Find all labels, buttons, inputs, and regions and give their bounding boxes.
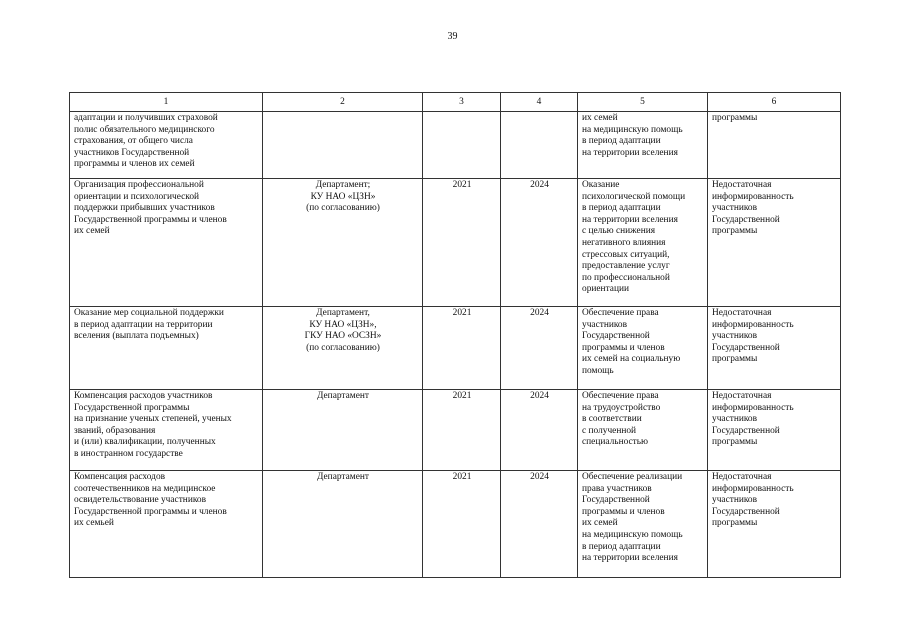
executor-cell: Департамент, КУ НАО «ЦЗН», ГКУ НАО «ОСЗН» (по согласованию) (263, 307, 423, 390)
measure-cell: Компенсация расходов соотечественников на медицинское освидетельствование участников Государственной программы и членов их семьей (70, 471, 263, 578)
result-cell: их семей на медицинскую помощь в период адаптации на территории вселения (578, 112, 708, 179)
risk-cell: Недостаточная информированность участников Государственной программы (708, 471, 841, 578)
program-measures-table (69, 92, 841, 578)
risk-cell: программы (708, 112, 841, 179)
column-header: 3 (423, 93, 501, 112)
table-row (70, 390, 841, 471)
end-year-cell: 2024 (501, 307, 578, 390)
column-header: 1 (70, 93, 263, 112)
executor-cell: Департамент; КУ НАО «ЦЗН» (по согласованию) (263, 179, 423, 307)
start-year-cell: 2021 (423, 390, 501, 471)
end-year-cell: 2024 (501, 390, 578, 471)
executor-cell: Департамент (263, 471, 423, 578)
page-number: 39 (447, 31, 458, 42)
end-year-cell: 2024 (501, 471, 578, 578)
end-year-cell: 2024 (501, 179, 578, 307)
column-header: 6 (708, 93, 841, 112)
result-cell: Обеспечение реализации права участников Государственной программы и членов их семей на медицинскую помощь в период адаптации на территории вселения (578, 471, 708, 578)
measure-cell: Организация профессиональной ориентации и психологической поддержки прибывших участников Государственной программы и членов их семей (70, 179, 263, 307)
column-header: 4 (501, 93, 578, 112)
measure-cell: Оказание мер социальной поддержки в период адаптации на территории вселения (выплата подъемных) (70, 307, 263, 390)
risk-cell: Недостаточная информированность участников Государственной программы (708, 390, 841, 471)
risk-cell: Недостаточная информированность участников Государственной программы (708, 307, 841, 390)
result-cell: Обеспечение права на трудоустройство в соответствии с полученной специальностью (578, 390, 708, 471)
start-year-cell: 2021 (423, 471, 501, 578)
table-header-row (70, 93, 841, 112)
executor-cell: Департамент (263, 390, 423, 471)
measure-cell: адаптации и получивших страховой полис обязательного медицинского страхования, от общего числа участников Государственной программы и членов их семей (70, 112, 263, 179)
risk-cell: Недостаточная информированность участников Государственной программы (708, 179, 841, 307)
table-row (70, 112, 841, 179)
start-year-cell: 2021 (423, 307, 501, 390)
table-row (70, 471, 841, 578)
column-header: 2 (263, 93, 423, 112)
end-year-cell (501, 112, 578, 179)
result-cell: Обеспечение права участников Государственной программы и членов их семей на социальную помощь (578, 307, 708, 390)
table-row (70, 307, 841, 390)
start-year-cell (423, 112, 501, 179)
measure-cell: Компенсация расходов участников Государственной программы на признание ученых степеней, ученых званий, образования и (или) квалификации, полученных в иностранном государстве (70, 390, 263, 471)
table-row (70, 179, 841, 307)
result-cell: Оказание психологической помощи в период адаптации на территории вселения с целью снижения негативного влияния стрессовых ситуаций, предоставление услуг по профессиональной ориентации (578, 179, 708, 307)
column-header: 5 (578, 93, 708, 112)
start-year-cell: 2021 (423, 179, 501, 307)
executor-cell (263, 112, 423, 179)
